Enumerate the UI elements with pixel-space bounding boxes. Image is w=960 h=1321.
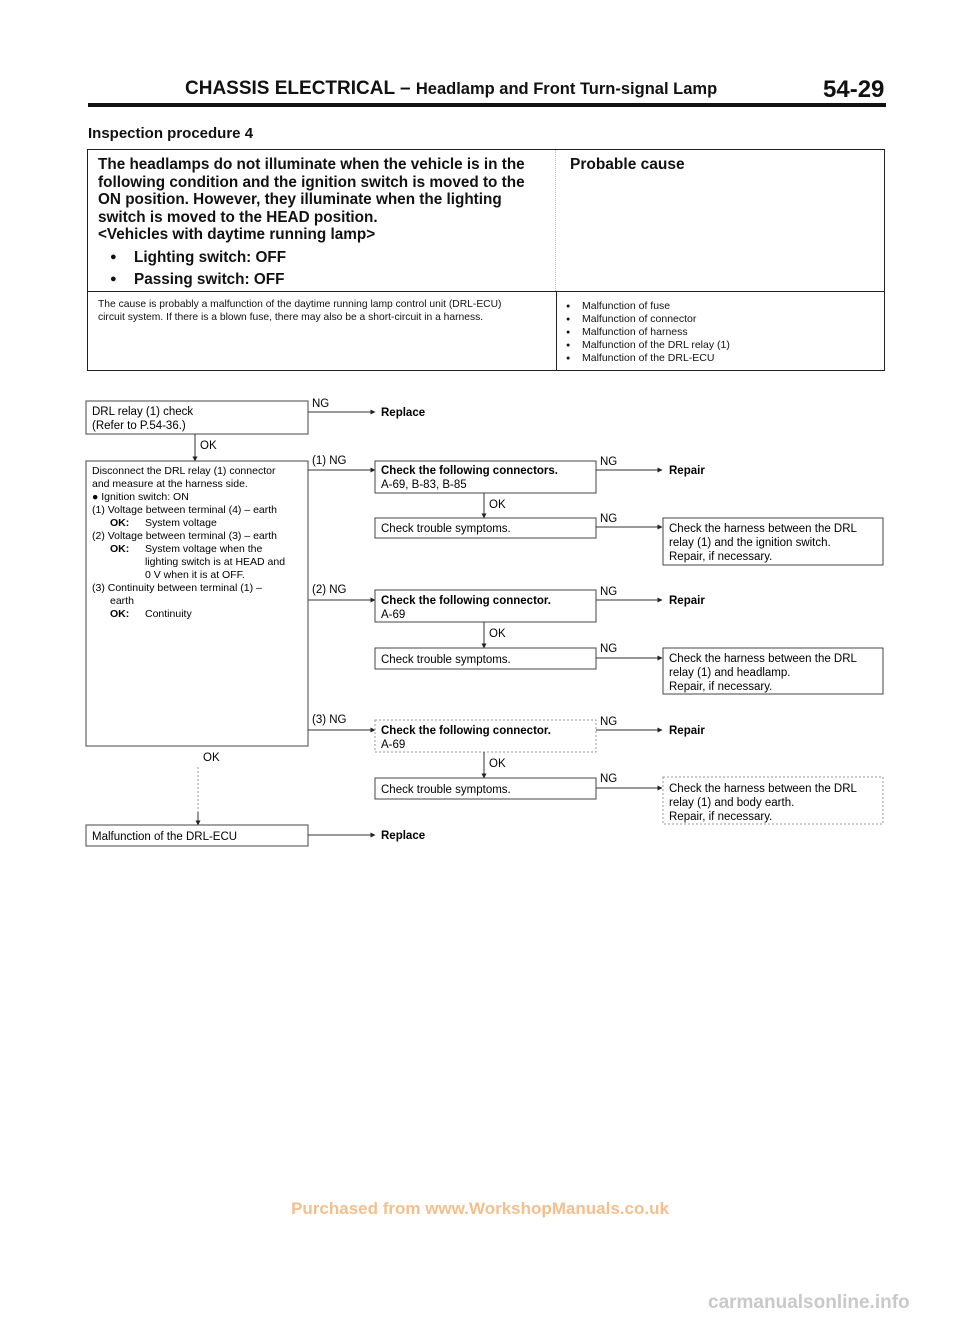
ng-label: NG xyxy=(600,586,618,598)
measure-line: earth xyxy=(110,595,134,607)
ok-label: OK xyxy=(203,752,220,764)
ok-criterion-value: 0 V when it is at OFF. xyxy=(145,569,245,581)
ok-criterion-label: OK: xyxy=(110,517,130,529)
ok-criterion-value: System voltage xyxy=(145,517,217,529)
repair-label: Repair xyxy=(669,725,705,737)
measure-line: (3) Continuity between terminal (1) – xyxy=(92,582,262,594)
ok-label: OK xyxy=(489,499,506,511)
symptom-line: The headlamps do not illuminate when the vehicle is in the xyxy=(98,156,525,173)
probable-cause-item: ● Malfunction of the DRL-ECU xyxy=(566,352,730,365)
check-trouble-text: Check trouble symptoms. xyxy=(381,654,511,666)
harness-check-text: relay (1) and headlamp. xyxy=(669,667,791,679)
measure-line: (1) Voltage between terminal (4) – earth xyxy=(92,504,278,516)
connector-list: A-69, B-83, B-85 xyxy=(381,479,467,491)
measure-line: (2) Voltage between terminal (3) – earth xyxy=(92,530,278,542)
check-connectors-text: Check the following connectors. xyxy=(381,465,558,477)
symptom-line: following condition and the ignition switch is moved to the xyxy=(98,173,525,191)
harness-check-text: Repair, if necessary. xyxy=(669,681,773,693)
symptom-line: switch is moved to the HEAD position. xyxy=(98,208,378,226)
connector-list: A-69 xyxy=(381,739,406,751)
cause-line: circuit system. If there is a blown fuse, there may also be a short-circuit in a harness. xyxy=(98,311,484,323)
ok-criterion-value: System voltage when the xyxy=(145,543,263,555)
ok-criterion-label: OK: xyxy=(110,608,130,620)
ng-label: NG xyxy=(600,643,618,655)
check-trouble-text: Check trouble symptoms. xyxy=(381,523,511,535)
condition-item: ● Lighting switch: OFF xyxy=(98,249,553,267)
condition-item: ● Passing switch: OFF xyxy=(98,271,553,289)
branch-1-label: (1) NG xyxy=(312,455,347,467)
harness-check-text: Repair, if necessary. xyxy=(669,551,773,563)
connector-list: A-69 xyxy=(381,609,406,621)
ok-criterion-label: OK: xyxy=(110,543,130,555)
probable-cause-item: ● Malfunction of connector xyxy=(566,313,730,326)
check-connector-text: Check the following connector. xyxy=(381,595,551,607)
repair-label: Repair xyxy=(669,595,705,607)
replace-label: Replace xyxy=(381,407,426,419)
check-connector-text: Check the following connector. xyxy=(381,725,551,737)
procedure-title: Inspection procedure 4 xyxy=(88,125,254,142)
probable-cause-item: ● Malfunction of the DRL relay (1) xyxy=(566,339,730,352)
purchase-footer: Purchased from www.WorkshopManuals.co.uk xyxy=(291,1199,669,1218)
branch-2-label: (2) NG xyxy=(312,584,347,596)
ng-label: NG xyxy=(600,716,618,728)
malfunction-text: Malfunction of the DRL-ECU xyxy=(92,831,238,843)
ng-label: NG xyxy=(312,398,330,410)
ok-label: OK xyxy=(489,758,506,770)
harness-check-text: relay (1) and body earth. xyxy=(669,797,795,809)
harness-check-text: Repair, if necessary. xyxy=(669,811,773,823)
subsection-name: Headlamp and Front Turn-signal Lamp xyxy=(415,80,718,98)
probable-cause-item: ● Malfunction of fuse xyxy=(566,300,730,313)
ng-label: NG xyxy=(600,456,618,468)
probable-cause-heading: Probable cause xyxy=(570,156,685,173)
vehicle-note: <Vehicles with daytime running lamp> xyxy=(98,226,376,243)
harness-check-text: Check the harness between the DRL xyxy=(669,653,857,665)
measure-line: ● Ignition switch: ON xyxy=(92,491,189,503)
ok-label: OK xyxy=(200,440,217,452)
ok-criterion-value: lighting switch is at HEAD and xyxy=(145,556,286,568)
harness-check-text: Check the harness between the DRL xyxy=(669,523,857,535)
ng-label: NG xyxy=(600,773,618,785)
harness-check-text: Check the harness between the DRL xyxy=(669,783,857,795)
relay-check-ref: (Refer to P.54-36.) xyxy=(92,420,186,432)
probable-cause-item: ● Malfunction of harness xyxy=(566,326,730,339)
replace-label: Replace xyxy=(381,830,426,842)
page-number: 54-29 xyxy=(823,76,885,103)
ng-label: NG xyxy=(600,513,618,525)
branch-3-label: (3) NG xyxy=(312,714,347,726)
ok-label: OK xyxy=(489,628,506,640)
symptom-line: ON position. However, they illuminate when the lighting xyxy=(98,191,502,208)
harness-check-text: relay (1) and the ignition switch. xyxy=(669,537,831,549)
measure-line: Disconnect the DRL relay (1) connector xyxy=(92,465,276,477)
cause-line: The cause is probably a malfunction of the daytime running lamp control unit (DRL-ECU) xyxy=(98,299,502,310)
relay-check-text: DRL relay (1) check xyxy=(92,406,194,418)
repair-label: Repair xyxy=(669,465,705,477)
watermark: carmanualsonline.info xyxy=(708,1292,910,1313)
measure-line: and measure at the harness side. xyxy=(92,478,248,490)
check-trouble-text: Check trouble symptoms. xyxy=(381,784,511,796)
ok-criterion-value: Continuity xyxy=(145,608,192,620)
section-name: CHASSIS ELECTRICAL – xyxy=(185,78,411,99)
